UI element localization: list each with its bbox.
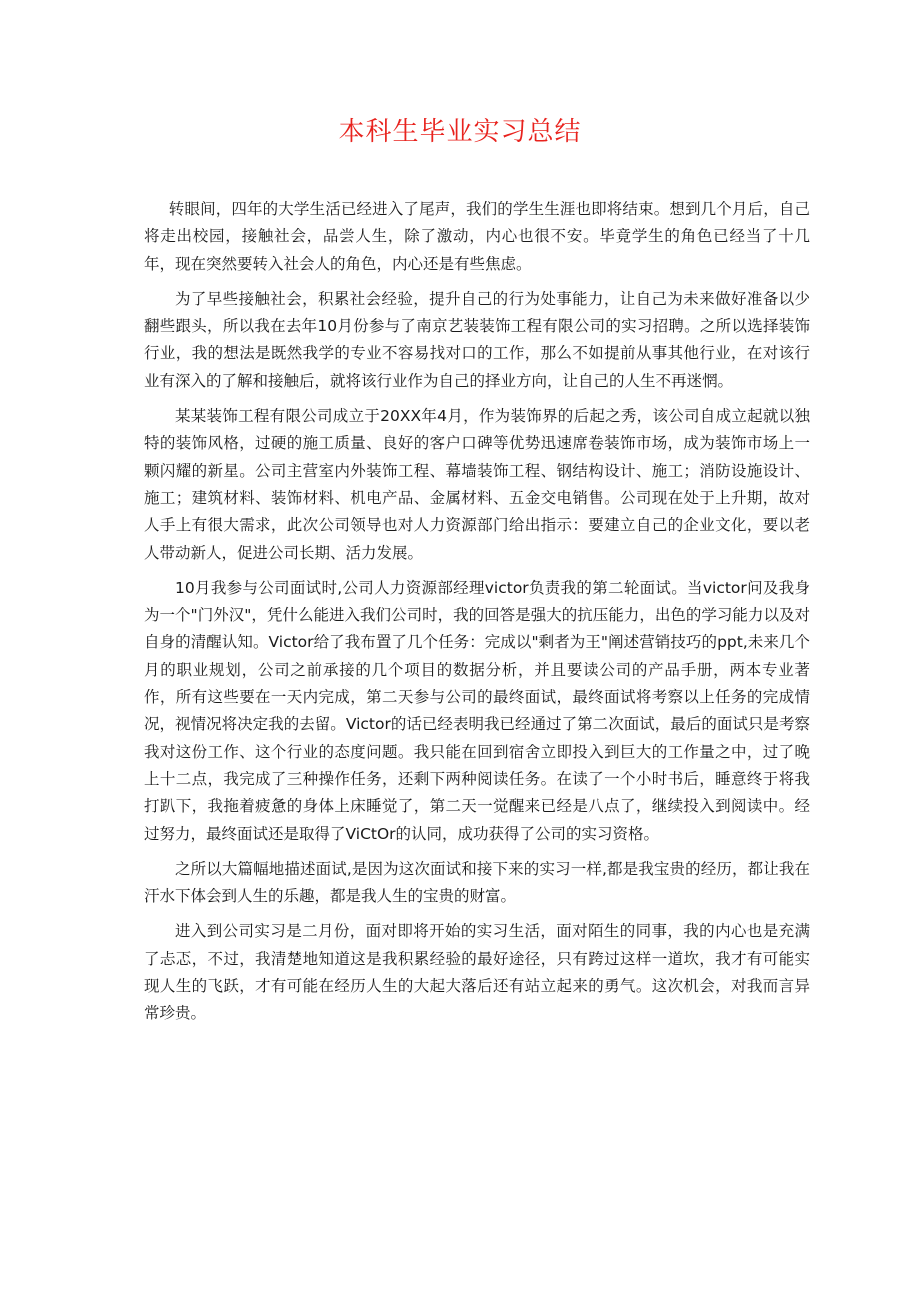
paragraph: 转眼间，四年的大学生活已经进入了尾声，我们的学生生涯也即将结束。想到几个月后，自己将走出校园，接触社会，品尝人生，除了激动，内心也很不安。毕竟学生的角色已经当了十几年，现在突然要转入社会人的角色，内心还是有些焦虑。 (144, 200, 810, 273)
paragraph: 进入到公司实习是二月份，面对即将开始的实习生活，面对陌生的同事，我的内心也是充满了忐忑，不过，我清楚地知道这是我积累经验的最好途径，只有跨过这样一道坎，我才有可能实现人生的飞跃，才有可能在经历人生的大起大落后还有站立起来的勇气。这次机会，对我而言异常珍贵。 (144, 922, 810, 1023)
paragraph: 10月我参与公司面试时,公司人力资源部经理victor负责我的第二轮面试。当victor问及我身为一个"门外汉"，凭什么能进入我们公司时，我的回答是强大的抗压能力，出色的学习能力以及对自身的清醒认知。Victor给了我布置了几个任务：完成以"剩者为王"阐述营销技巧的ppt,未来几个月的职业规划，公司之前承接的几个项目的数据分析，并且要读公司的产品手册，两本专业著作，所有这些要在一天内完成，第二天参与公司的最终面试，最终面试将考察以上任务的完成情况，视情况将决定我的去留。Victor的话已经表明我已经通过了第二次面试，最后的面试只是考察我对这份工作、这个行业的态度问题。我只能在回到宿舍立即投入到巨大的工作量之中，过了晚上十二点，我完成了三种操作任务，还剩下两种阅读任务。在读了一个小时书后，睡意终于将我打趴下，我拖着疲惫的身体上床睡觉了，第二天一觉醒来已经是八点了，继续投入到阅读中。经过努力，最终面试还是取得了ViCtOr的认同，成功获得了公司的实习资格。 (144, 578, 810, 843)
document-title: 本科生毕业实习总结 (338, 117, 582, 147)
paragraph: 为了早些接触社会，积累社会经验，提升自己的行为处事能力，让自己为未来做好准备以少翻些跟头，所以我在去年10月份参与了南京艺装装饰工程有限公司的实习招聘。之所以选择装饰行业，我的想法是既然我学的专业不容易找对口的工作，那么不如提前从事其他行业，在对该行业有深入的了解和接触后，就将该行业作为自己的择业方向，让自己的人生不再迷惘。 (144, 289, 810, 390)
paragraph: 某某装饰工程有限公司成立于20XX年4月，作为装饰界的后起之秀，该公司自成立起就以独特的装饰风格，过硬的施工质量、良好的客户口碑等优势迅速席卷装饰市场，成为装饰市场上一颗闪耀的新星。公司主营室内外装饰工程、幕墙装饰工程、钢结构设计、施工；消防设施设计、施工；建筑材料、装饰材料、机电产品、金属材料、五金交电销售。公司现在处于上升期，故对人手上有很大需求，此次公司领导也对人力资源部门给出指示：要建立自己的企业文化，要以老人带动新人，促进公司长期、活力发展。 (144, 407, 810, 562)
document-body (144, 196, 810, 1036)
paragraph: 之所以大篇幅地描述面试,是因为这次面试和接下来的实习一样,都是我宝贵的经历，都让我在汗水下体会到人生的乐趣，都是我人生的宝贵的财富。 (144, 859, 810, 906)
